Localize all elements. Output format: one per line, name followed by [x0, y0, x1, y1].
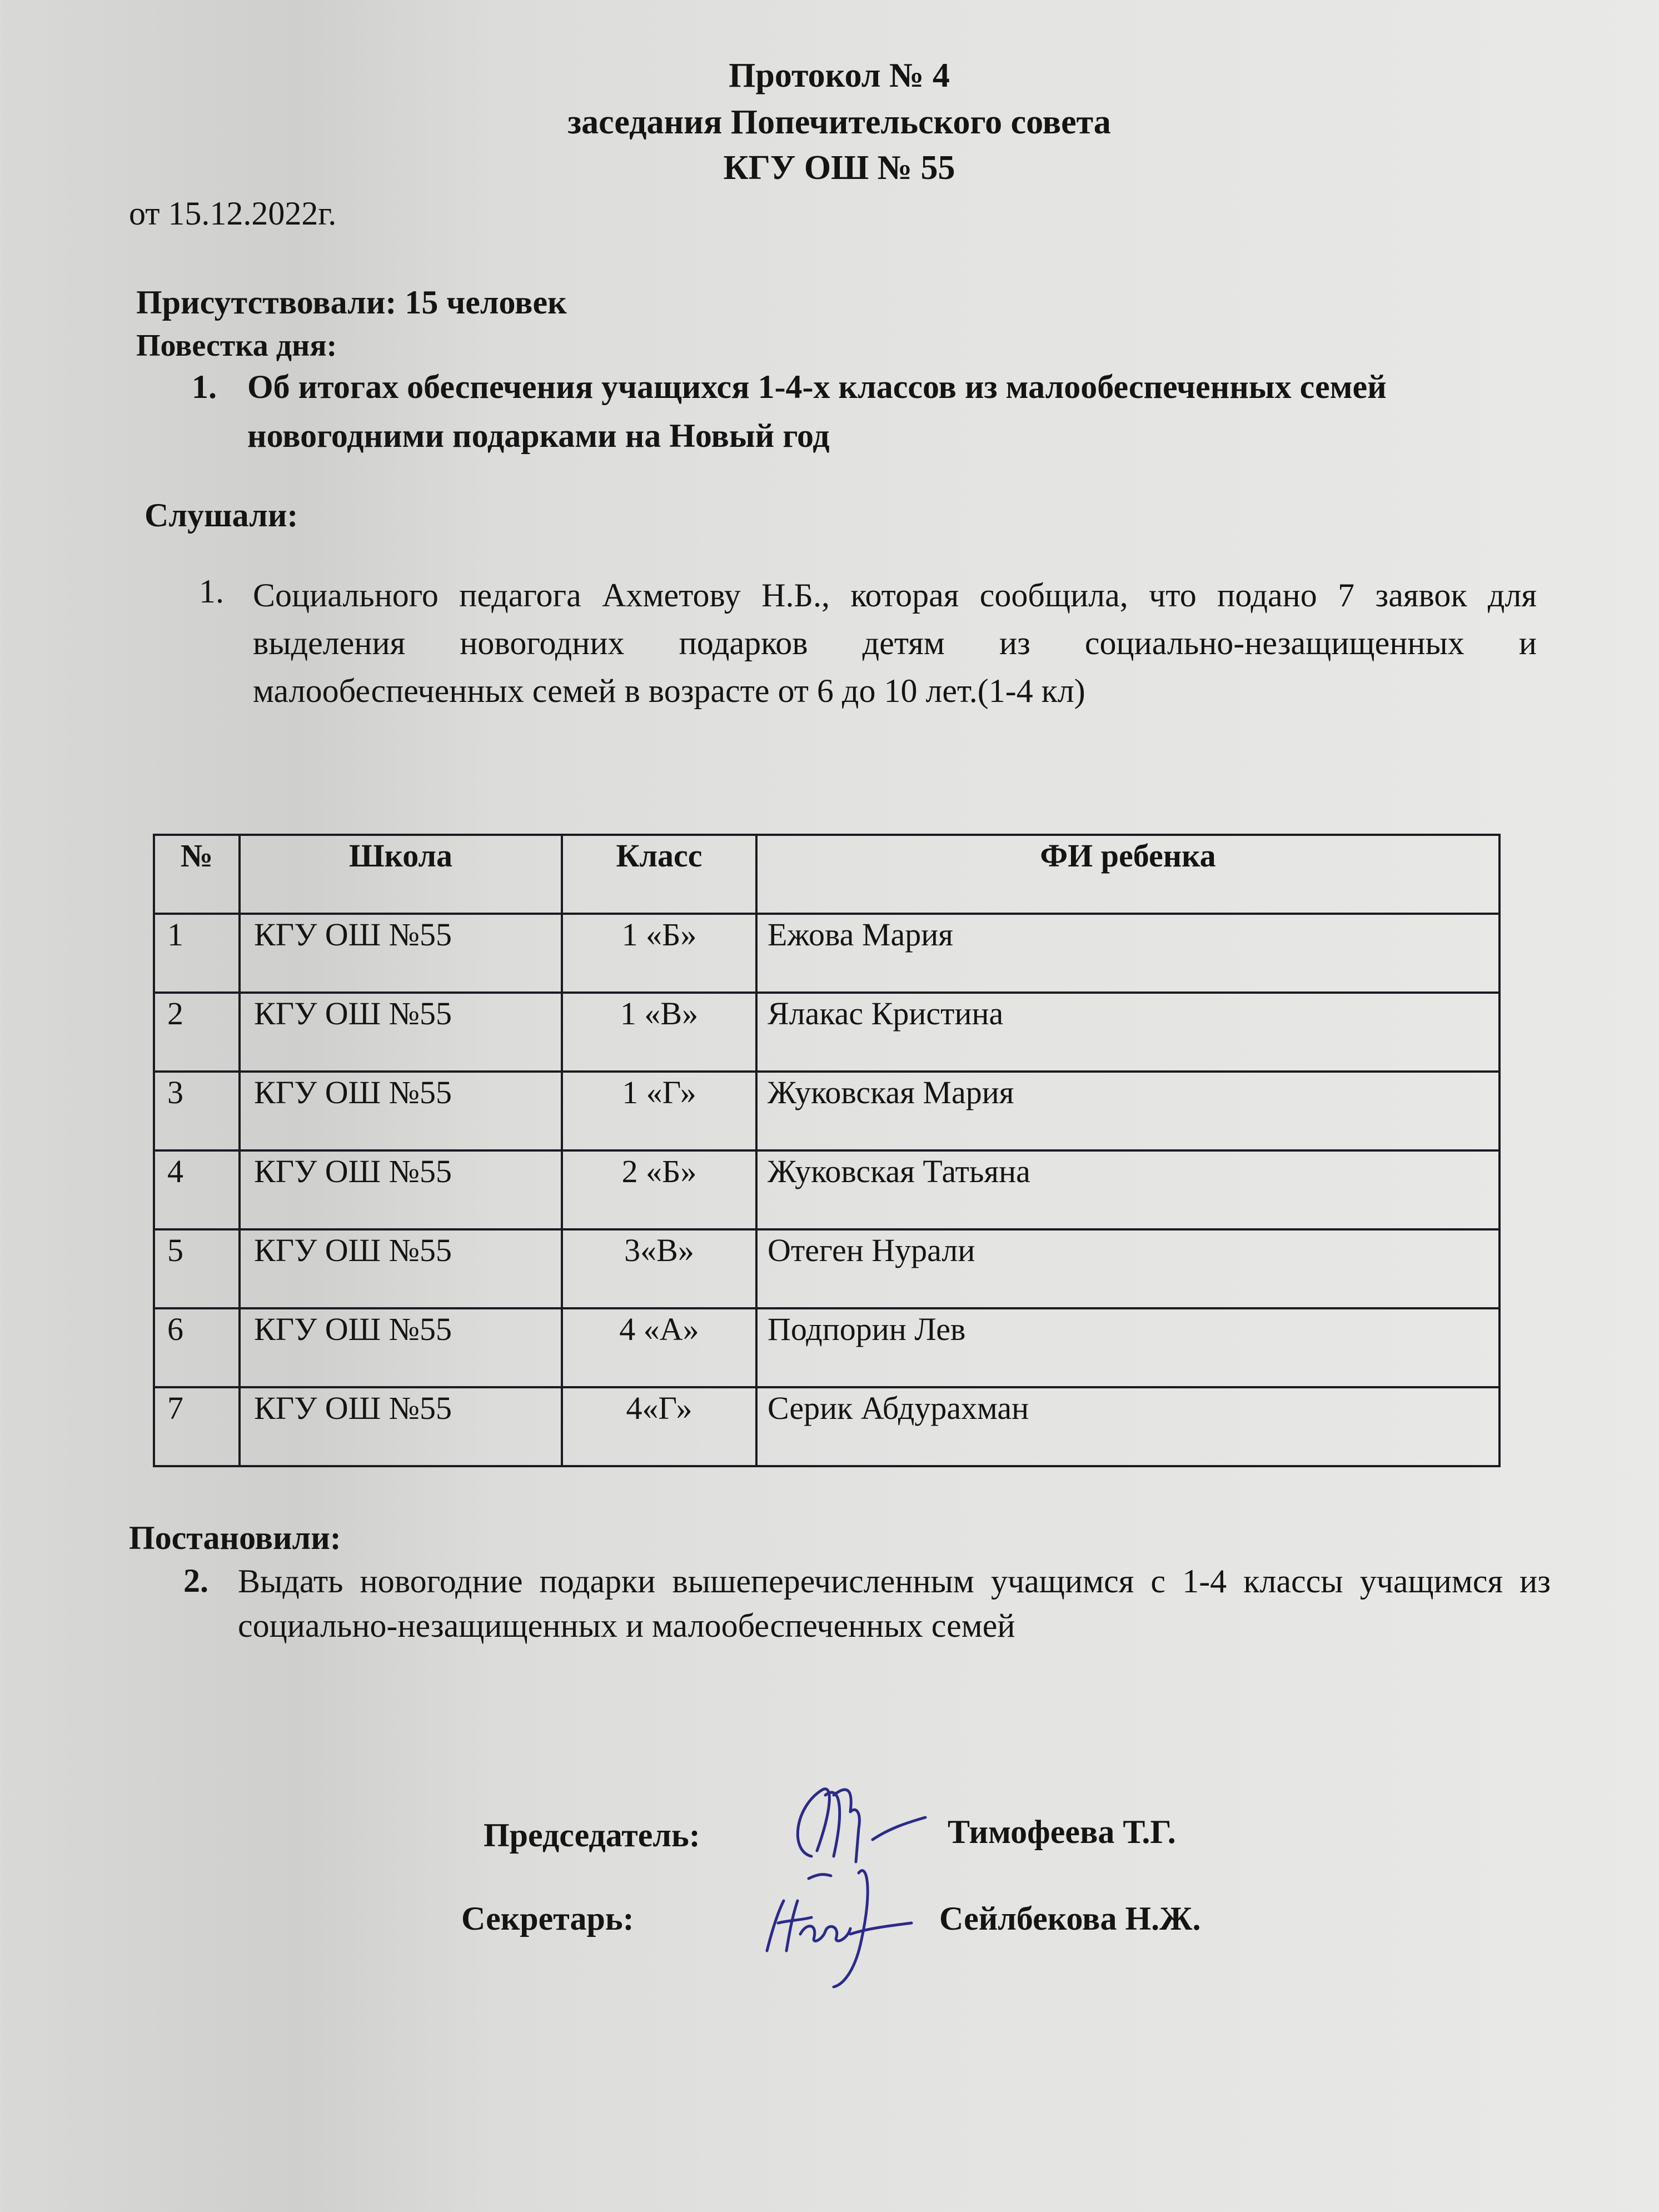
heard-line3: малообеспеченных семей в возрасте от 6 до 10 лет.(1-4 кл)	[253, 672, 1085, 709]
chairman-name: Тимофеева Т.Г.	[948, 1814, 1176, 1850]
row-child-name: Отеген Нурали	[756, 1229, 1499, 1308]
row-school: КГУ ОШ №55	[240, 993, 562, 1072]
heard-line1: Социального педагога Ахметову Н.Б., которая сообщила, что подано 7 заявок для	[253, 577, 1537, 614]
organization-name: КГУ ОШ № 55	[723, 149, 955, 187]
protocol-subtitle: заседания Попечительского совета	[567, 103, 1111, 141]
row-school: КГУ ОШ №55	[240, 1387, 562, 1466]
secretary-label: Секретарь:	[461, 1900, 634, 1937]
decided-item-number: 2.	[183, 1562, 208, 1599]
row-number: 3	[154, 1072, 240, 1150]
attendance-line: Присутствовали: 15 человек	[136, 284, 567, 321]
row-number: 5	[154, 1229, 240, 1308]
row-class: 2 «Б»	[562, 1150, 756, 1229]
agenda-heading: Повестка дня:	[136, 328, 337, 363]
decided-heading: Постановили:	[129, 1519, 341, 1556]
row-class: 4 «А»	[562, 1308, 756, 1387]
column-header-child-name: ФИ ребенка	[756, 835, 1499, 914]
row-child-name: Жуковская Мария	[756, 1072, 1499, 1150]
table-row	[154, 1387, 1499, 1466]
row-child-name: Ежова Мария	[756, 914, 1499, 993]
heard-paragraph	[253, 571, 1537, 715]
column-header-number: №	[154, 835, 240, 914]
table-row	[154, 1308, 1499, 1387]
row-class: 3«В»	[562, 1229, 756, 1308]
decided-line2: социально-незащищенных и малообеспеченных семей	[238, 1607, 1015, 1644]
heard-item-number: 1.	[199, 573, 224, 610]
row-class: 1 «В»	[562, 993, 756, 1072]
row-number: 6	[154, 1308, 240, 1387]
agenda-item-text-line1: Об итогах обеспечения учащихся 1-4-х классов из малообеспеченных семей	[247, 368, 1387, 405]
row-class: 1 «Б»	[562, 914, 756, 993]
row-school: КГУ ОШ №55	[240, 1150, 562, 1229]
column-header-class: Класс	[562, 835, 756, 914]
row-number: 7	[154, 1387, 240, 1466]
row-child-name: Ялакас Кристина	[756, 993, 1499, 1072]
row-school: КГУ ОШ №55	[240, 1072, 562, 1150]
row-class: 1 «Г»	[562, 1072, 756, 1150]
table-row	[154, 1072, 1499, 1150]
agenda-item-text-line2: новогодними подарками на Новый год	[247, 417, 830, 454]
row-child-name: Подпорин Лев	[756, 1308, 1499, 1387]
table-row	[154, 1150, 1499, 1229]
row-class: 4«Г»	[562, 1387, 756, 1466]
table-row	[154, 993, 1499, 1072]
protocol-date: от 15.12.2022г.	[129, 195, 337, 232]
row-number: 4	[154, 1150, 240, 1229]
heard-heading: Слушали:	[145, 497, 298, 534]
row-child-name: Жуковская Татьяна	[756, 1150, 1499, 1229]
children-table	[153, 834, 1501, 1467]
decided-paragraph	[238, 1559, 1551, 1648]
decided-line1: Выдать новогодние подарки вышеперечисленным учащимся с 1-4 классы учащимся из	[238, 1563, 1551, 1600]
column-header-school: Школа	[240, 835, 562, 914]
agenda-item-number: 1.	[192, 368, 217, 405]
row-child-name: Серик Абдурахман	[756, 1387, 1499, 1466]
table-row	[154, 914, 1499, 993]
heard-line2: выделения новогодних подарков детям из социально-незащищенных и	[253, 625, 1537, 661]
row-school: КГУ ОШ №55	[240, 1308, 562, 1387]
row-school: КГУ ОШ №55	[240, 1229, 562, 1308]
row-number: 2	[154, 993, 240, 1072]
protocol-title: Протокол № 4	[729, 57, 950, 94]
row-number: 1	[154, 914, 240, 993]
chairman-label: Председатель:	[484, 1817, 700, 1854]
secretary-name: Сейлбекова Н.Ж.	[939, 1900, 1201, 1937]
secretary-signature	[756, 1856, 934, 1990]
table-header-row	[154, 835, 1499, 914]
row-school: КГУ ОШ №55	[240, 914, 562, 993]
table-row	[154, 1229, 1499, 1308]
